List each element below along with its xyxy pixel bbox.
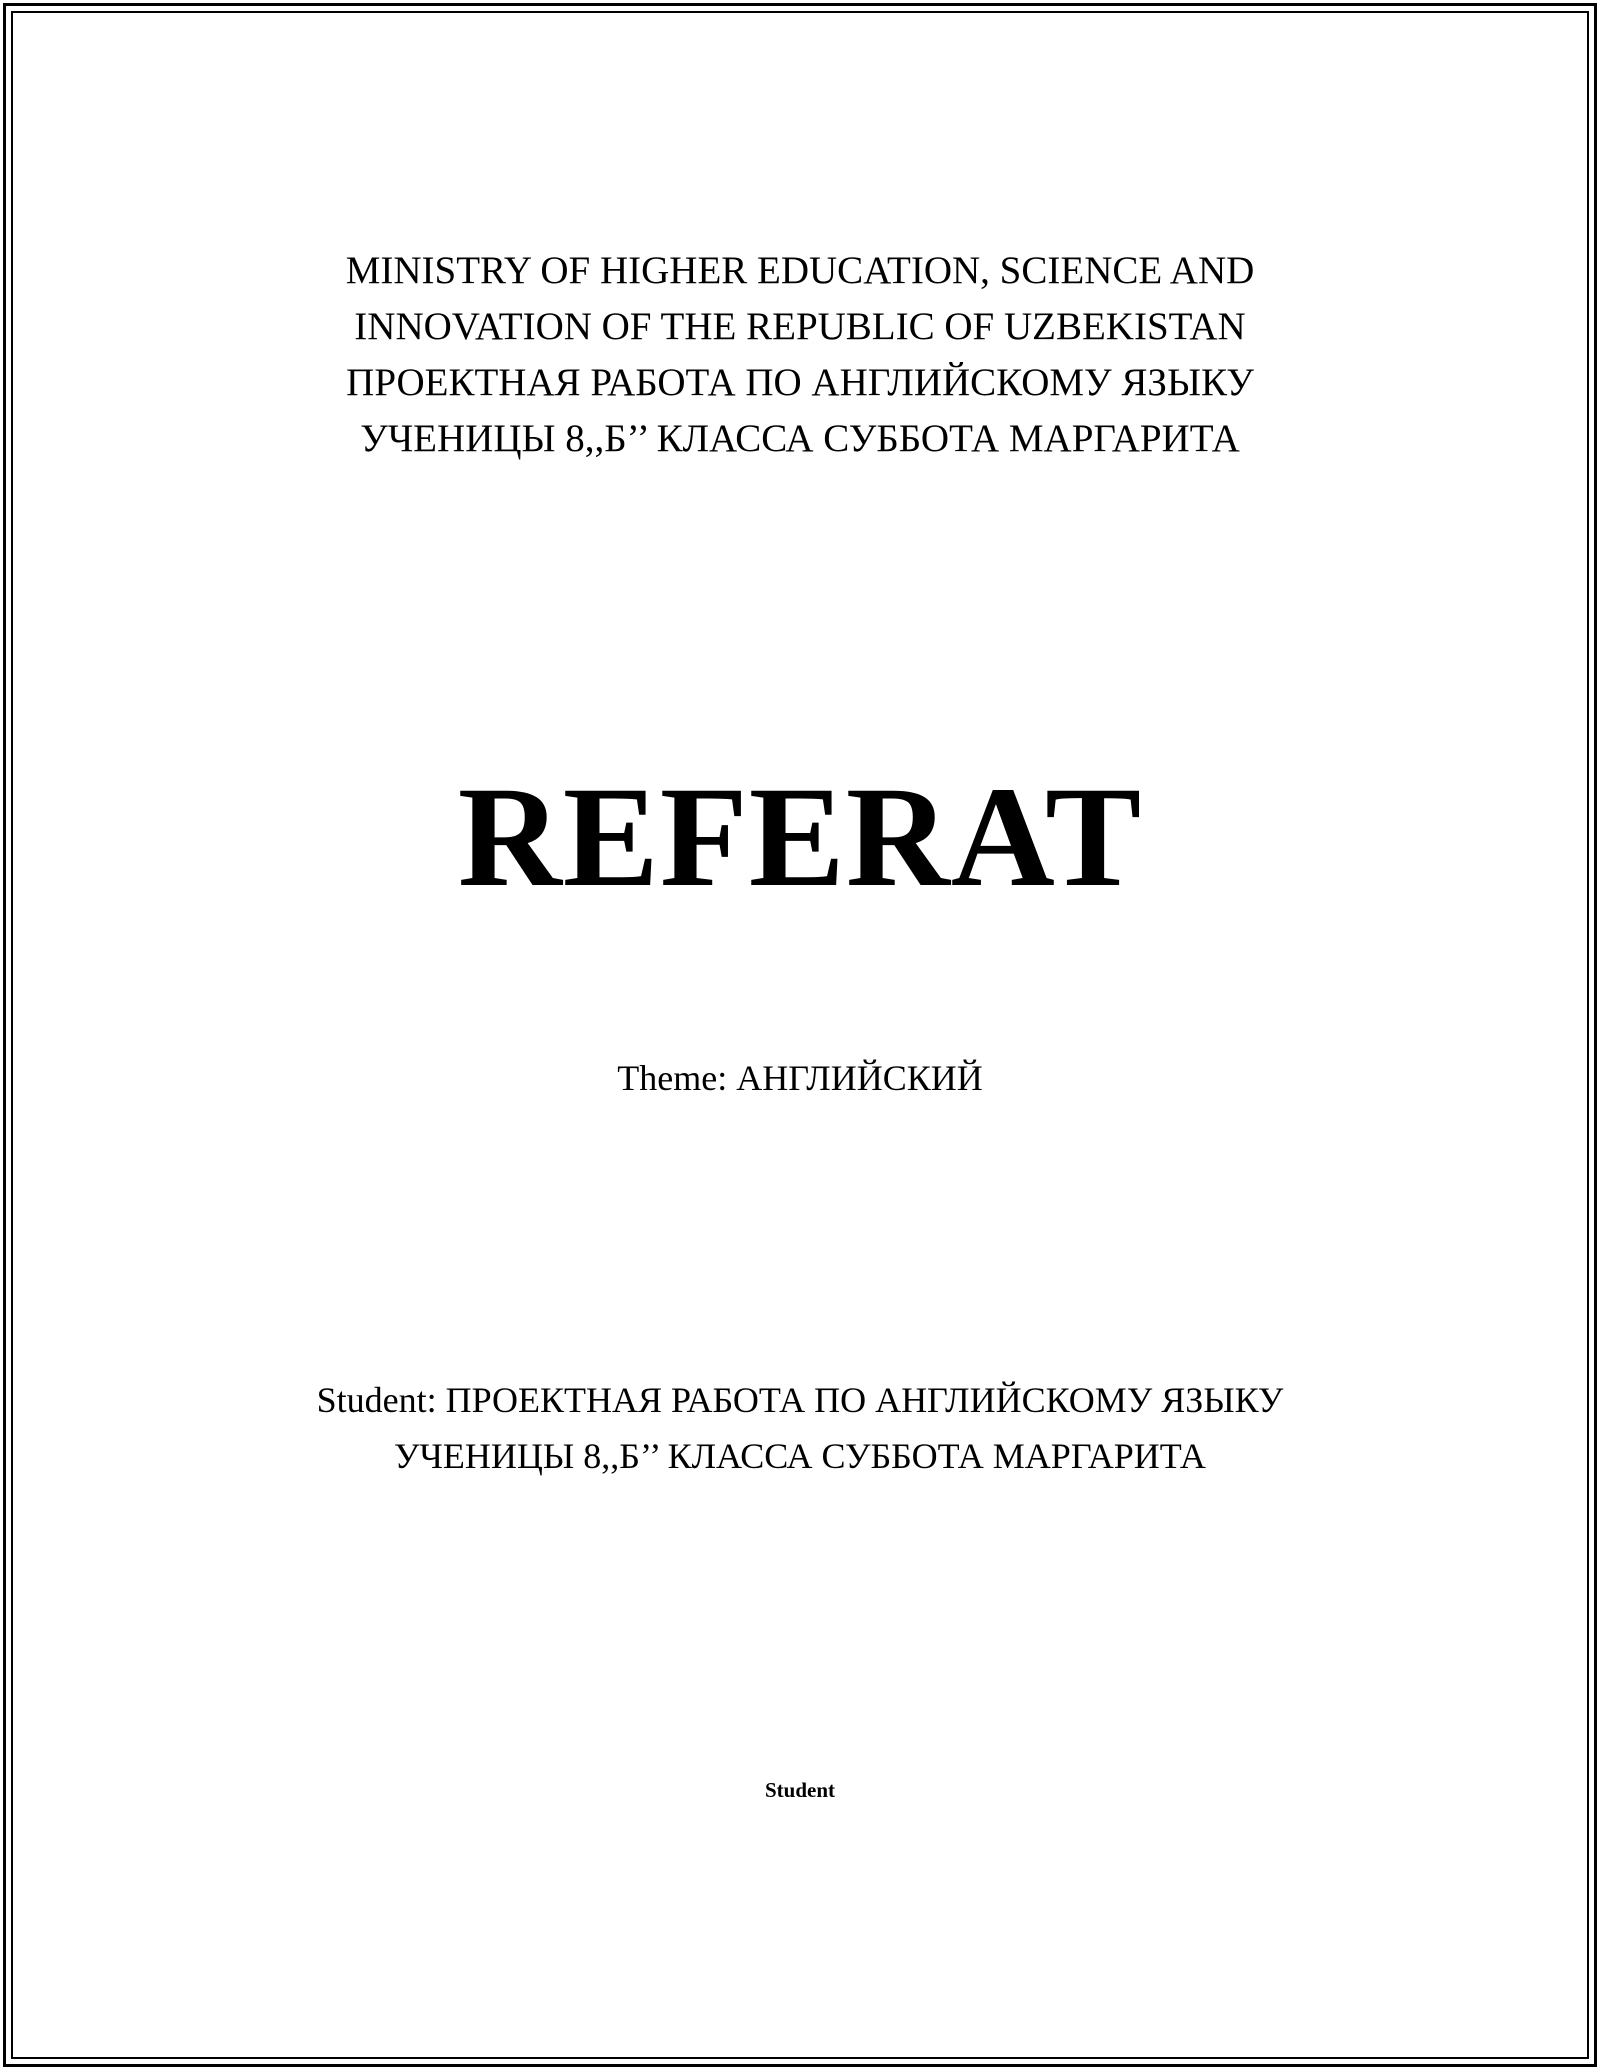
- document-title: REFERAT: [457, 758, 1143, 917]
- footer-student-label: Student: [764, 1778, 836, 1802]
- theme-value: АНГЛИЙСКИЙ: [736, 1058, 983, 1098]
- ministry-header: [0, 243, 1600, 467]
- theme-line: [0, 1054, 1600, 1102]
- header-line: УЧЕНИЦЫ 8,,Б’’ КЛАССА СУББОТА МАРГАРИТА: [360, 417, 1240, 460]
- header-line: MINISTRY OF HIGHER EDUCATION, SCIENCE AND: [345, 249, 1255, 292]
- header-line: INNOVATION OF THE REPUBLIC OF UZBEKISTAN: [354, 305, 1246, 348]
- student-info: [0, 1372, 1600, 1484]
- student-label: Student:: [316, 1380, 437, 1420]
- student-value: ПРОЕКТНАЯ РАБОТА ПО АНГЛИЙСКОМУ ЯЗЫКУ: [445, 1380, 1284, 1420]
- header-line: ПРОЕКТНАЯ РАБОТА ПО АНГЛИЙСКОМУ ЯЗЫКУ: [346, 361, 1254, 404]
- student-line-2: УЧЕНИЦЫ 8,,Б’’ КЛАССА СУББОТА МАРГАРИТА: [394, 1436, 1206, 1476]
- student-line-1: [0, 1372, 1600, 1428]
- theme-label: Theme:: [617, 1058, 728, 1098]
